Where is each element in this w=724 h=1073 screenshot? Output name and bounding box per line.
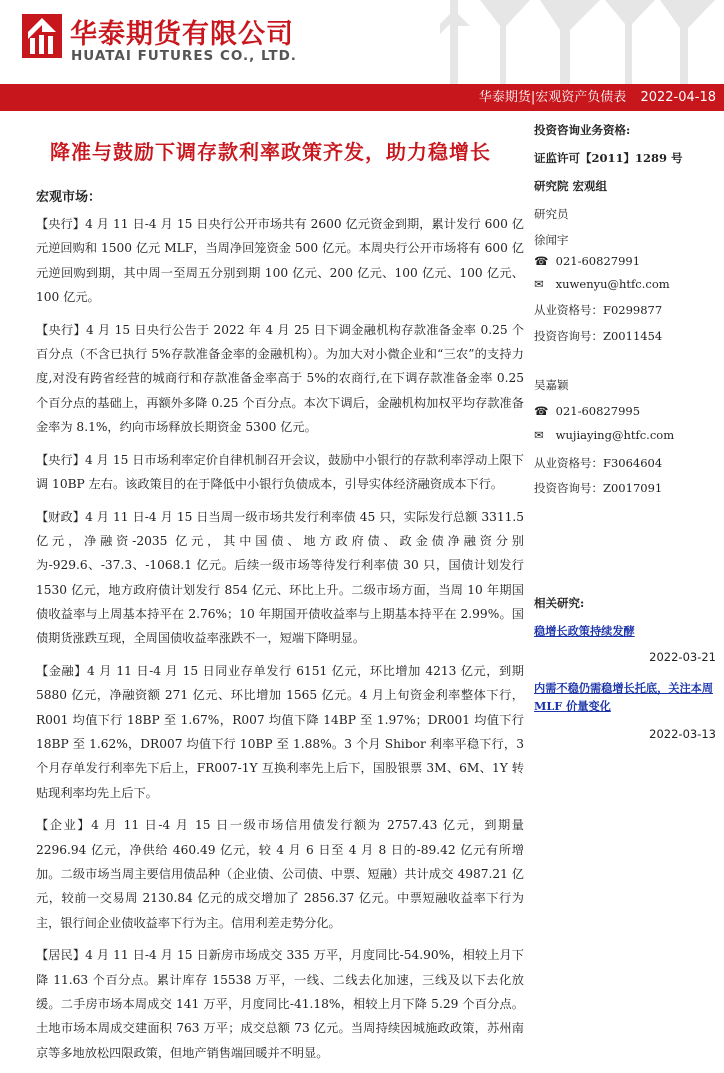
analyst-email[interactable]: xuwenyu@htfc.com xyxy=(555,277,670,291)
paragraph-finance: 【金融】4 月 11 日-4 月 15 日同业存单发行 6151 亿元，环比增加 4213 亿元，到期 5880 亿元，净融资额 271 亿元、环比增加 1565 亿元。4 月上旬资金利率整体下行，R001 均值下行 18BP 至 1.67%，R007 均值下降 14BP 至 1.97%；DR001 均值下行 18BP 至 1.62%，DR007 均值下行 10BP 至 1.88%。3 个月 Shibor 利率平稳下行，3 个月存单发行利率先下后上，FR007-1Y 互换利率先上后下，国股银票 3M、6M、1Y 转贴现利率均先上后下。 xyxy=(36,664,524,800)
analyst-email-row xyxy=(534,277,670,291)
huatai-logo-icon xyxy=(22,14,62,58)
analyst-name: 徐闻宇 xyxy=(534,233,569,247)
paragraph-pboc-deposit-rate: 【央行】4 月 15 日市场利率定价自律机制召开会议，鼓励中小银行的存款利率浮动上限下调 10BP 左右。该政策目的在于降低中小银行负债成本，引导实体经济融资成本下行。 xyxy=(36,452,524,491)
qualification-label: 投资咨询业务资格: xyxy=(534,123,631,137)
page-title: 降准与鼓励下调存款利率政策齐发，助力稳增长 xyxy=(50,140,491,164)
header-decoration xyxy=(440,0,724,84)
report-date: 2022-04-18 xyxy=(640,90,716,105)
email-icon: ✉ xyxy=(534,277,544,291)
analyst-invest-number: 投资咨询号：Z0017091 xyxy=(534,481,663,495)
related-research-link[interactable]: 稳增长政策持续发酵 xyxy=(534,624,635,638)
paragraph-household: 【居民】4 月 11 日-4 月 15 日新房市场成交 335 万平，月度同比-54.90%，相较上月下降 11.63 个百分点。累计库存 15538 万平，一线、二线去化加速，三线及以下去化放缓。二手房市场本周成交 141 万平，月度同比-41.18%，相较上月下降 5.29 个百分点。土地市场本周成交建面积 763 万平；成交总额 73 亿元。当周持续因城施政政策，苏州南京等多地放松四限政策，但地产销售端回暖并不明显。 xyxy=(36,948,524,1060)
report-bar xyxy=(0,84,724,111)
email-icon: ✉ xyxy=(534,428,544,442)
phone-icon: ☎ xyxy=(534,404,549,418)
related-research-link[interactable]: 内需不稳仍需稳增长托底，关注本周 MLF 价量变化 xyxy=(534,681,714,713)
analyst-qualification: 从业资格号：F3064604 xyxy=(534,456,663,470)
analyst-email-row xyxy=(534,428,674,442)
company-name-cn: 华泰期货有限公司 xyxy=(70,19,294,50)
analyst-invest-number: 投资咨询号：Z0011454 xyxy=(534,329,663,343)
license-number: 证监许可【2011】1289 号 xyxy=(534,151,683,165)
related-research-label: 相关研究: xyxy=(534,596,585,610)
phone-icon: ☎ xyxy=(534,254,549,268)
paragraph-pboc-omo: 【央行】4 月 11 日-4 月 15 日央行公开市场共有 2600 亿元资金到期，累计发行 600 亿元逆回购和 1500 亿元 MLF，当周净回笼资金 500 亿元。本周央行公开市场将有 600 亿元逆回购到期，其中周一至周五分别到期 100 亿元、200 亿元、100 亿元、100 亿元、100 亿元。 xyxy=(36,217,524,304)
main-content xyxy=(36,212,524,1073)
paragraph-pboc-rrr: 【央行】4 月 15 日央行公告于 2022 年 4 月 25 日下调金融机构存款准备金率 0.25 个百分点（不含已执行 5%存款准备金率的金融机构）。为加大对小微企业和“三农”的支持力度,对没有跨省经营的城商行和存款准备金率高于 5%的农商行,在下调存款准备金率 0.25 个百分点的基础上，再额外多降 0.25 个百分点。本次下调后，金融机构加权平均存款准备金率为 8.1%，约向市场释放长期资金 5300 亿元。 xyxy=(36,322,524,434)
page-header xyxy=(0,0,724,84)
analyst-phone: 021-60827991 xyxy=(555,254,641,268)
related-research-date: 2022-03-21 xyxy=(649,650,716,664)
analyst-email[interactable]: wujiaying@htfc.com xyxy=(555,428,675,442)
paragraph-fiscal: 【财政】4 月 11 日-4 月 15 日当周一级市场共发行利率债 45 只，实际发行总额 3311.5 亿元，净融资-2035 亿元，其中国债、地方政府债、政金债净融资分别为-929.6、-37.3、-1068.1 亿元。后续一级市场等待发行利率债 30 只，国债计划发行 1530 亿元，地方政府债计划发行 854 亿元、环比上升。二级市场方面，当周 10 年期国债收益率与上周基本持平在 2.76%；10 年期国开债收益率与上期基本持平在 2.99%。国债期货涨跌互现，全周国债收益率涨跌不一，短端下降明显。 xyxy=(36,509,524,646)
analyst-qualification: 从业资格号：F0299877 xyxy=(534,303,663,317)
report-label: 华泰期货|宏观资产负债表 xyxy=(478,90,627,105)
team-name: 研究院 宏观组 xyxy=(534,179,608,193)
analyst-name: 吴嘉颖 xyxy=(534,378,569,392)
analyst-phone-row xyxy=(534,404,640,418)
researcher-label: 研究员 xyxy=(534,207,569,221)
section-title: 宏观市场： xyxy=(36,190,102,205)
analyst-phone-row xyxy=(534,254,640,268)
paragraph-enterprise: 【企业】4 月 11 日-4 月 15 日一级市场信用债发行额为 2757.43 亿元，到期量 2296.94 亿元，净供给 460.49 亿元，较 4 月 6 日至 4 月 8 日的-89.42 亿元有所增加。二级市场当周主要信用债品种（企业债、公司债、中票、短融）共计成交 4987.21 亿元，较前一交易周 2130.84 亿元的成交增加了 2856.37 亿元。中票短融收益率下行为主，银行间企业债收益率下行为主。信用利差走势分化。 xyxy=(36,818,524,930)
company-name-en: HUATAI FUTURES CO., LTD. xyxy=(71,48,297,64)
analyst-phone: 021-60827995 xyxy=(555,404,641,418)
related-research-date: 2022-03-13 xyxy=(649,727,716,741)
